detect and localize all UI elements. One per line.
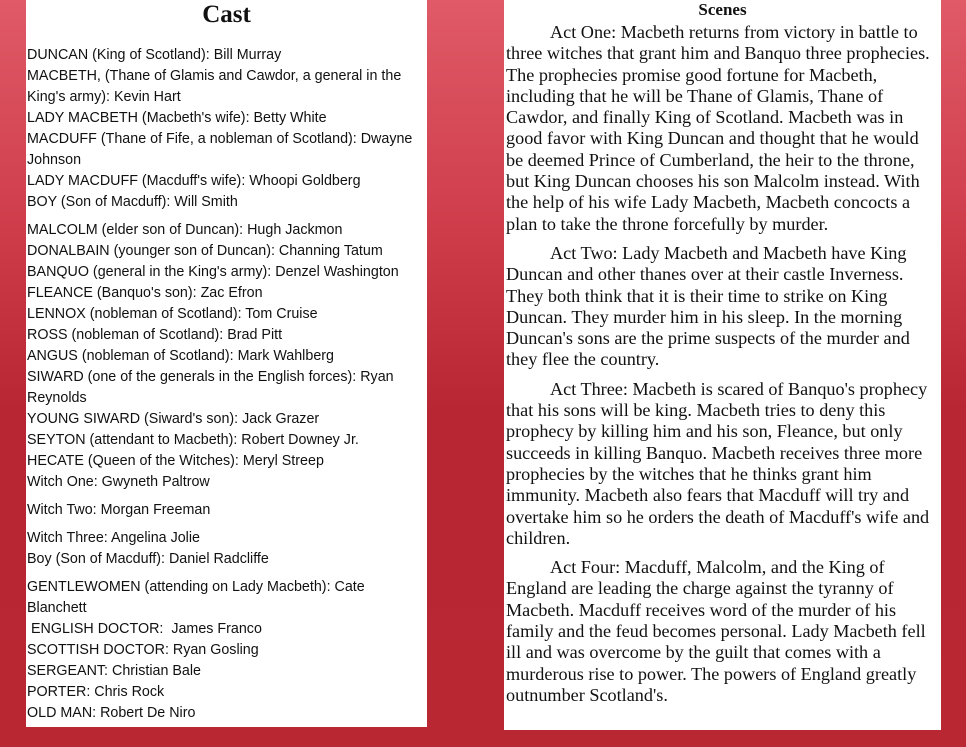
cast-entry-witch-three: Witch Three: Angelina Jolie [27, 530, 200, 546]
scene-act-two: Act Two: Lady Macbeth and Macbeth have King Duncan and other thanes over at their castle Inverness. They both think that it is their time to strike on King Duncan. They murder him in his sleep. In the morning Duncan's sons are the prime suspects of the murder and they flee the country. [506, 242, 910, 370]
cast-title: Cast [202, 1, 251, 28]
cast-entry-boy: BOY (Son of Macduff): Will Smith [27, 194, 238, 210]
cast-entry-duncan: DUNCAN (King of Scotland): Bill Murray [27, 47, 282, 63]
scene-act-four: Act Four: Macduff, Malcolm, and the King of England are leading the charge against the tyranny of Macbeth. Macduff receives word of the murder of his family and the feud becomes personal. Lady Macbeth fell ill and was overcome by the guilt that comes with a murderous rise to power. The powers of England greatly outnumber Scotland's. [506, 557, 926, 705]
cast-entry-siward: SIWARD (one of the generals in the English forces): Ryan Reynolds [27, 369, 394, 406]
scene-act-three: Act Three: Macbeth is scared of Banquo's prophecy that his sons will be king. Macbeth tries to deny this prophecy by killing him and his son, Fleance, but only succeeds in killing Banquo. Macbeth receives three more prophecies by the witches that he thinks grant him immunity. Macbeth also fears that Macduff will try and overtake him so he orders the death of Macduff's wife and children. [506, 378, 930, 548]
cast-entry-sergeant: SERGEANT: Christian Bale [27, 663, 202, 679]
cast-entry-boy-radcliffe: Boy (Son of Macduff): Daniel Radcliffe [27, 551, 269, 567]
cast-entry-macduff: MACDUFF (Thane of Fife, a nobleman of Scotland): Dwayne Johnson [27, 131, 413, 168]
cast-entry-lady-macbeth: LADY MACBETH (Macbeth's wife): Betty White [27, 110, 327, 126]
cast-entry-witch-two: Witch Two: Morgan Freeman [27, 502, 211, 518]
scene-act-one: Act One: Macbeth returns from victory in battle to three witches that grant him and Banquo three prophecies. The prophecies promise good fortune for Macbeth, including that he will be Thane of Glamis, Thane of Cawdor, and finally King of Scotland. Macbeth was in good favor with King Duncan and thought that he would be deemed Prince of Cumberland, the heir to the throne, but King Duncan chooses his son Malcolm instead. With the help of his wife Lady Macbeth, Macbeth concocts a plan to take the throne forcefully by murder. [506, 22, 930, 234]
cast-entry-english-doctor: ENGLISH DOCTOR: James Franco [27, 621, 262, 637]
cast-entry-gentlewomen: GENTLEWOMEN (attending on Lady Macbeth): Cate Blanchett [27, 579, 365, 616]
cast-entry-young-siward: YOUNG SIWARD (Siward's son): Jack Grazer [27, 411, 320, 427]
cast-entry-banquo: BANQUO (general in the King's army): Denzel Washington [27, 264, 399, 280]
cast-entry-lennox: LENNOX (nobleman of Scotland): Tom Cruise [27, 306, 318, 322]
cast-entry-macbeth: MACBETH, (Thane of Glamis and Cawdor, a general in the King's army): Kevin Hart [27, 68, 402, 105]
cast-entry-old-man: OLD MAN: Robert De Niro [27, 705, 196, 721]
scenes-title: Scenes [698, 0, 747, 19]
cast-entry-seyton: SEYTON (attendant to Macbeth): Robert Downey Jr. [27, 432, 359, 448]
cast-entry-donalbain: DONALBAIN (younger son of Duncan): Channing Tatum [27, 243, 383, 259]
cast-entry-lady-macduff: LADY MACDUFF (Macduff's wife): Whoopi Goldberg [27, 173, 361, 189]
cast-entry-hecate: HECATE (Queen of the Witches): Meryl Streep [27, 453, 324, 469]
cast-panel [26, 0, 427, 727]
cast-entry-porter: PORTER: Chris Rock [27, 684, 165, 700]
cast-entry-angus: ANGUS (nobleman of Scotland): Mark Wahlberg [27, 348, 334, 364]
scenes-panel [504, 0, 941, 730]
cast-entry-ross: ROSS (nobleman of Scotland): Brad Pitt [27, 327, 283, 343]
cast-entry-fleance: FLEANCE (Banquo's son): Zac Efron [27, 285, 263, 301]
cast-entry-scottish-doctor: SCOTTISH DOCTOR: Ryan Gosling [27, 642, 259, 658]
cast-list [27, 45, 426, 724]
cast-entry-malcolm: MALCOLM (elder son of Duncan): Hugh Jackmon [27, 222, 343, 238]
cast-entry-witch-one: Witch One: Gwyneth Paltrow [27, 474, 210, 490]
